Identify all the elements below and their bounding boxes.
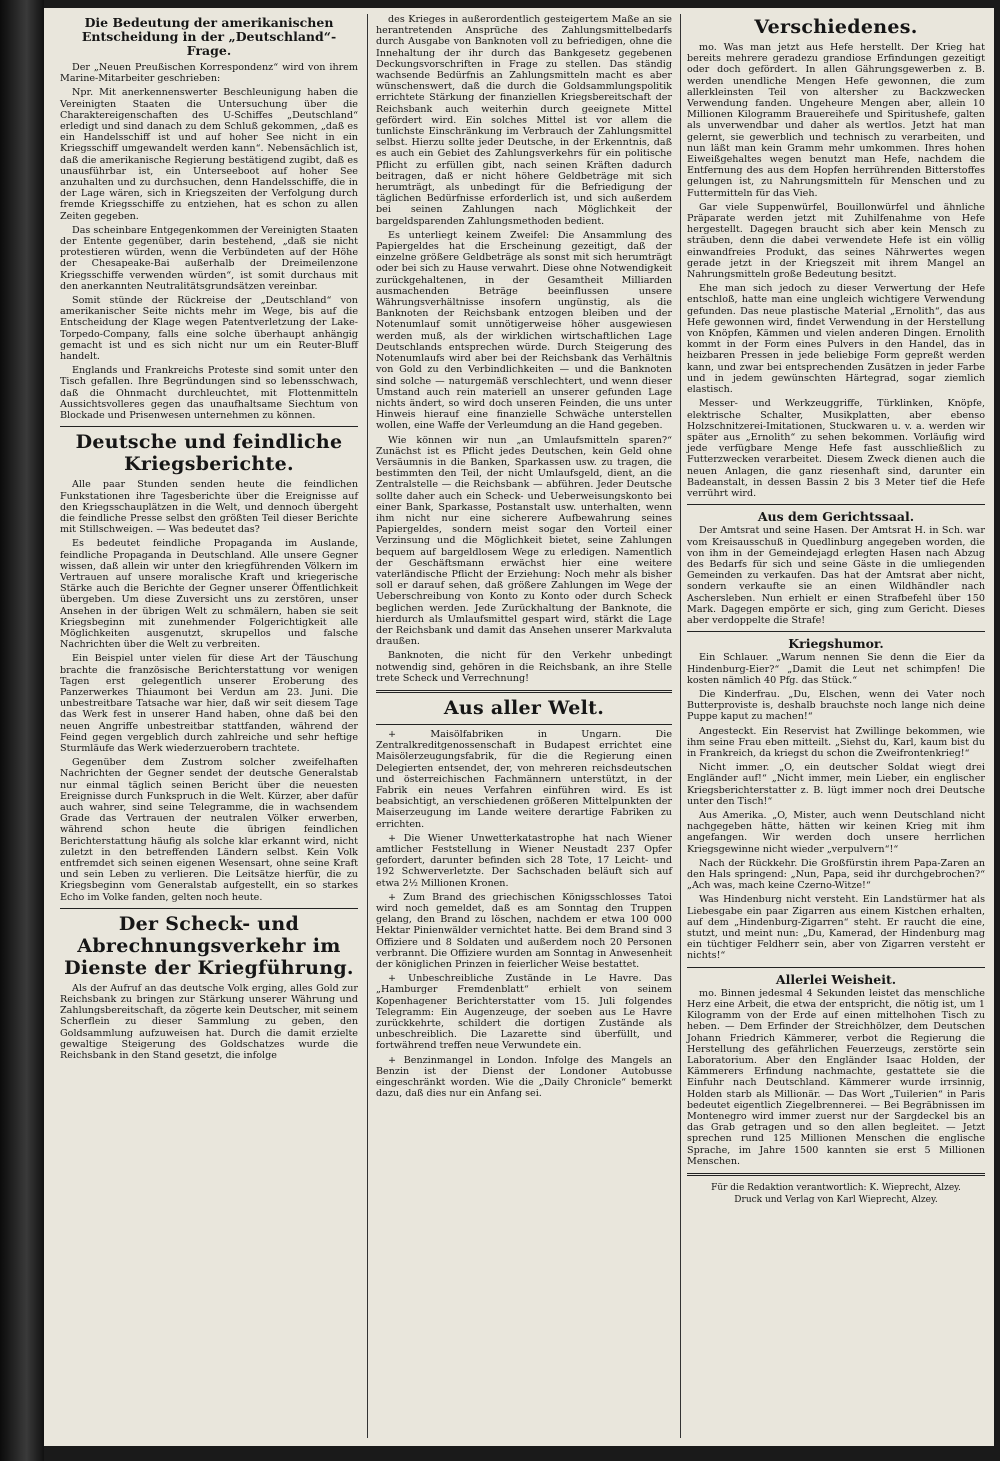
paragraph: Somit stünde der Rückreise der „Deutschland“ von amerikanischer Seite nichts mehr im Wege, bis auf die Entscheidung der Klage wegen Patentverletzung der Lake-Torpedo-Company, falls eine solche überhaupt anhängig gemacht ist und es sich nicht nur um ein Reuter-Bluff handelt.: [60, 295, 358, 363]
column-3: [687, 14, 985, 1206]
column-divider: [367, 14, 368, 1438]
column-divider: [680, 14, 681, 1438]
paragraph: Nach der Rückkehr. Die Großfürstin ihrem Papa-Zaren an den Hals springend: „Nun, Papa, seid ihr durchgebrochen?“ „Ach was, mach keine Czerno-Witze!“: [687, 857, 985, 892]
paragraph: Es unterliegt keinem Zweifel: Die Ansammlung des Papiergeldes hat die Erscheinung gezeitigt, daß der einzelne größere Geldbeträge als sonst mit sich herumträgt oder bei sich zu Hause verwahrt. Diese ohne Notwendigkeit zurückgehaltenen, in der Gesamtheit Milliarden ausmachenden Beträge beeinflussen unsere Währungsverhältnisse insofern ungünstig, als die Banknoten der Reichsbank entzogen bleiben und der Notenumlauf somit unnötigerweise höher ausgewiesen werden muß, als der wirklichen wirtschaftlichen Lage Deutschlands entsprechen würde. Durch Steigerung des Notenumlaufs wird aber bei der Reichsbank das Verhältnis von Gold zu den Verbindlichkeiten — und die Banknoten sind solche — naturgemäß verschlechtert, und wenn dieser Umstand auch rein materiell an unserer gefunden Lage nichts ändert, so wird doch unseren Feinden, die uns unter Hinweis hierauf eine finanzielle Schwäche unterstellen wollen, eine Waffe der Verleumdung an die Hand gegeben.: [376, 229, 672, 432]
paragraph: Ehe man sich jedoch zu dieser Verwertung der Hefe entschloß, hatte man eine ungleich wichtigere Verwendung gefunden. Das neue plastische Material „Ernolith“, das aus Hefe gewonnen wird, findet Verwendung in der Herstellung von Knöpfen, Kämmen und vielen anderen Dingen. Ernolith kommt in der Form eines Pulvers in den Handel, das in heizbaren Pressen in jede beliebige Form gepreßt werden kann, und zwar bei entsprechenden Zusätzen in jeder Farbe und in jedem gewünschten Härtegrad, sogar ziemlich elastisch.: [687, 283, 985, 396]
paragraph: Ein Beispiel unter vielen für diese Art der Täuschung brachte die französische Berichterstattung vor wenigen Tagen erst gelegentlich unserer Eroberung des Panzerwerkes Thiaumont bei Verdun am 23. Juni. Die unbestreitbare Tatsache war hier, daß wir seit diesem Tage das Werk fest in unserer Hand haben, ohne daß bei den neuen Angriffe unbestreitbar stattfanden, während der Feind gegen vergeblich durch zahlreiche und sehr heftige Sturmläufe das Werk wiederzuerobern trachtete.: [60, 653, 358, 754]
paragraph: Der Amtsrat und seine Hasen. Der Amtsrat H. in Sch. war vom Kreisausschuß in Quedlinburg angegeben worden, die von ihm in der Gemeindejagd erlegten Hasen nach Abzug des Bedarfs für sich und seine Gäste in die umliegenden Gemeinden zu verkaufen. Das hat der Amtsrat aber nicht, sondern verkaufte sie an einen Wildhändler nach Aschersleben. Nun erhielt er einen Strafbefehl über 150 Mark. Dagegen empörte er sich, ging zum Gericht. Dieses aber verdoppelte die Strafe!: [687, 525, 985, 626]
paragraph: Wie können wir nun „an Umlaufsmitteln sparen?“ Zunächst ist es Pflicht jedes Deutschen, kein Geld ohne Versäumnis in die Banken, Sparkassen usw. zu tragen, die bestimmten den Teil, der nicht Umlaufsgeld, dient, an die Zentralstelle — die Reichsbank — abführen. Jeder Deutsche sollte daher auch ein Scheck- und Ueberweisungskonto bei einer Bank, Sparkasse, Postanstalt usw. unterhalten, wenn ihm nicht nur eine sicherere Aufbewahrung seines Papiergeldes, sondern meist sogar den Vorteil einer Verzinsung und die Möglichkeit bietet, seine Zahlungen bequem auf bargeldlosem Wege zu erledigen. Namentlich der Geschäftsmann erwächst hier eine weitere vaterländische Pflicht der Erziehung: Noch mehr als bisher soll er darauf sehen, daß größere Zahlungen im Wege der Ueberschreibung von Konto zu Konto oder durch Scheck beglichen werden. Jede Zurückhaltung der Banknote, die hierdurch als Umlaufsmittel gespart wird, stärkt die Lage der Reichsbank und damit das Ansehen unserer Markvaluta draußen.: [376, 434, 672, 648]
paragraph: Als der Aufruf an das deutsche Volk erging, alles Gold zur Reichsbank zu bringen zur Stärkung unserer Währung und Zahlungsbereitschaft, da zögerte kein Deutscher, mit seinem Scherflein zu dieser Sammlung zu geben, den Goldsammlung aufzuweisen hat. Durch die damit erzielte gewaltige Steigerung des Goldschatzes wurde die Reichsbank in den Stand gesetzt, die infolge: [60, 982, 358, 1062]
paragraph: Nicht immer. „O, ein deutscher Soldat wiegt drei Engländer auf!“ „Nicht immer, mein Lieber, ein englischer Kriegsberichterstatter z. B. lügt immer noch drei Deutsche unter den Tisch!“: [687, 762, 985, 807]
article-title: Aus aller Welt.: [443, 696, 605, 719]
article-title: Verschiedenes.: [754, 16, 918, 38]
paragraph: des Krieges in außerordentlich gesteigertem Maße an sie herantretenden Ansprüche des Zahlungsmittelbedarfs durch Ausgabe von Banknoten voll zu befriedigen, ohne die Innehaltung der ihr durch das Bankgesetz gegebenen Deckungsvorschriften in Frage zu stellen. Das ständig wachsende Bedürfnis an Zahlungsmitteln macht es aber wünschenswert, daß die durch die Goldsammlungspolitik errichtete Stärkung der finanziellen Kriegsbereitschaft der Reichsbank auch weiterhin durch geeignete Mittel gefördert wird. Ein solches Mittel ist vor allem die tunlichste Einschränkung im Verbrauch der Zahlungsmittel selbst. Hierzu sollte jeder Deutsche, in der Erkenntnis, daß es auch ein Gebiet des Zahlungsverkehrs für ein politische Pflicht zu erfüllen gibt, nach seinen Kräften dadurch beitragen, daß er nicht höhere Geldbeträge mit sich herumträgt, als unbedingt für die Befriedigung der täglichen Bedürfnisse erforderlich ist, und sich außerdem bei seinen Zahlungen nach Möglichkeit der bargeldsparenden Zahlungsmethoden bedient.: [376, 14, 672, 227]
article-title: Aus dem Gerichtssaal.: [757, 509, 915, 525]
news-item: + Benzinmangel in London. Infolge des Mangels an Benzin ist der Dienst der Londoner Autobusse eingeschränkt worden. Wie die „Daily Chronicle“ bemerkt dazu, daß dies nur ein Anfang sei.: [376, 1054, 672, 1100]
paragraph: Ein Schlauer. „Warum nennen Sie denn die Eier da Hindenburg-Eier?“ „Damit die Leut net schimpfen! Die kosten nämlich 40 Pfg. das Stück.“: [687, 652, 985, 686]
paragraph: Es bedeutet feindliche Propaganda im Auslande, feindliche Propaganda in Deutschland. Alle unsere Gegner wissen, daß allein wir unter den kriegführenden Völkern im Vertrauen auf unsere moralische Kraft und kriegerische Stärke auch die Berichte der Gegner unserer Öffentlichkeit übergeben. Um diese Zuversicht uns zu zerstören, unser Ansehen in der übrigen Welt zu schmälern, haben sie seit Kriegsbeginn mit zunehmender Folgerichtigkeit alle Möglichkeiten ausgenutzt, skrupellos und falsche Nachrichten über die Welt zu verbreiten.: [60, 538, 358, 651]
article-title: Die Bedeutung der amerikanischen Entscheidung in der „Deutschland“-Frage.: [81, 15, 337, 58]
book-binding-edge: [0, 0, 44, 1461]
news-item: + Maisölfabriken in Ungarn. Die Zentralkreditgenossenschaft in Budapest errichtet eine Maisölerzeugungsfabrik, für die die Regierung einen Delegierten entsendet, der, von mehreren reichsdeutschen und österreichischen Fachmännern unterstützt, in der Fabrik ein neues Verfahren einführen wird. Es ist beabsichtigt, an verschiedenen größeren Mittelpunkten der Maiserzeugung im Lande weitere derartige Fabriken zu errichten.: [376, 728, 672, 830]
imprint-editor: Für die Redaktion verantwortlich: K. Wieprecht, Alzey.: [711, 1183, 961, 1194]
paragraph: mo. Binnen jedesmal 4 Sekunden leistet das menschliche Herz eine Arbeit, die etwa der entspricht, die nötig ist, um 1 Kilogramm von der Erde auf einen mittelhohen Tisch zu heben. — Dem Erfinder der Streichhölzer, dem Deutschen Johann Friedrich Kämmerer, verbot die Regierung die Herstellung des gefährlichen Feuerzeugs, zerstörte sein Laboratorium. Aber den Engländer Isaac Holden, der Kämmerers Erfindung nachmachte, gestattete sie die Einfuhr nach Deutschland. Kämmerer wurde irrsinnig, Holden starb als Millionär. — Das Wort „Tuilerien“ in Paris bedeutet eigentlich Ziegelbrennerei. — Bei Begräbnissen im Montenegro wird immer zuerst nur der Sargdeckel bis an das Grab getragen und so den allen begleitet. — Jetzt sprechen rund 125 Millionen Menschen die englische Sprache, im Jahre 1500 kannten sie erst 5 Millionen Menschen.: [687, 987, 985, 1167]
imprint: [687, 1182, 985, 1206]
article-title: Kriegshumor.: [788, 636, 884, 652]
column-1: [60, 14, 358, 1064]
news-item: + Zum Brand des griechischen Königsschlosses Tatoi wird noch gemeldet, daß es am Sonntag den Truppen gelang, den Brand zu löschen, nachdem er etwa 100 000 Hektar Pinienwälder vernichtet hatte. Bei dem Brand sind 3 Offiziere und 8 Soldaten und außerdem noch 20 Personen verbrannt. Die Offiziere wurden am Sonntag in Anwesenheit der königlichen Prinzen in feierlicher Weise bestattet.: [376, 891, 672, 971]
column-2: [376, 14, 672, 1102]
article-title: Allerlei Weisheit.: [775, 971, 897, 987]
paragraph: Angesteckt. Ein Reservist hat Zwillinge bekommen, wie ihm seine Frau eben mitteilt. „Siehst du, Karl, kaum bist du in Frankreich, da kriegst du schon die Zweifrontenkrieg!“: [687, 725, 985, 759]
paragraph: mo. Was man jetzt aus Hefe herstellt. Der Krieg hat bereits mehrere geradezu grandiose Erfindungen gezeitigt oder doch gefördert. In allen Gährungsgewerben z. B. werden unendliche Mengen Hefe gewonnen, die zum allerkleinsten Teil von altersher zu Backzwecken Verwendung fanden. Ungeheure Mengen aber, allein 10 Millionen Kilogramm Brauereihefe und Spiritushefe, galten als unverwendbar und daher als wertlos. Jetzt hat man gelernt, sie gewerblich und technisch zu verarbeiten, und nun läßt man kein Gramm mehr umkommen. Ihres hohen Eiweißgehaltes wegen benutzt man Hefe, nachdem die Entfernung des aus dem Hopfen herrührenden Bitterstoffes gelungen ist, zu Nahrungsmitteln für Menschen und zu Futtermitteln für das Vieh.: [687, 42, 985, 199]
paragraph: Die Kinderfrau. „Du, Elschen, wenn dei Vater noch Butterproviste is, deshalb brauchste noch lange nich deine Puppe kaput zu machen!“: [687, 688, 985, 723]
paragraph: Der „Neuen Preußischen Korrespondenz“ wird von ihrem Marine-Mitarbeiter geschrieben:: [60, 62, 358, 85]
newspaper-page: [44, 8, 994, 1446]
paragraph: Aus Amerika. „O, Mister, auch wenn Deutschland nicht nachgegeben hätte, hätten wir keinen Krieg mit ihm angefangen. Wir werden doch unsere herrlichen Kriegsgewinne nicht wieder „verpulvern“!“: [687, 810, 985, 855]
paragraph: Das scheinbare Entgegenkommen der Vereinigten Staaten der Entente gegenüber, darin bestehend, „daß sie nicht protestieren würden, wenn die Verbündeten auf der Höhe der Chesapeake-Bai außerhalb der Dreimeilenzone Kriegsschiffe verwenden würden“, ist somit durchaus mit den anerkannten Neutralitätsgrundsätzen vereinbar.: [60, 224, 358, 292]
paragraph: Alle paar Stunden senden heute die feindlichen Funkstationen ihre Tagesberichte über die Ereignisse auf den Kriegsschauplätzen in die Welt, und dennoch übergeht die feindliche Presse selbst den größten Teil dieser Berichte mit Stillschweigen. — Was bedeutet das?: [60, 479, 358, 536]
paragraph: Gegenüber dem Zustrom solcher zweifelhaften Nachrichten der Gegner sendet der deutsche Generalstab nur einmal täglich seinen Bericht über die neuesten Ereignisse durch Funkspruch in die Welt. Kürzer, aber dafür auch wahrer, sind seine Telegramme, die in wachsendem Grade das Vertrauen der neutralen Völker erwerben, während schon heute die übrigen feindlichen Berichterstattung häufig als solche klar erkannt wird, nicht zuletzt in den betreffenden Ländern selbst. Kein Volk entfremdet sich seinen eigenen Wesensart, ohne seine Kraft und sein Leben zu verlieren. Die Leitsätze hierfür, die zu Kriegsbeginn vom Generalstab aufgestellt, ein so starkes Echo im Volke fanden, gelten noch heute.: [60, 757, 358, 903]
news-item: + Unbeschreibliche Zustände in Le Havre. Das „Hamburger Fremdenblatt“ erhielt von seinem Kopenhagener Berichterstatter vom 15. Juli folgendes Telegramm: Ein Augenzeuge, der soeben aus Le Havre zurückkehrte, schildert die dortigen Zustände als unbeschreiblich. Die Lazarette sind überfüllt, und fortwährend treffen neue Verwundete ein.: [376, 973, 672, 1052]
imprint-publisher: Druck und Verlag von Karl Wieprecht, Alzey.: [734, 1195, 938, 1206]
paragraph: Messer- und Werkzeuggriffe, Türklinken, Knöpfe, elektrische Schalter, Musikplatten, aber ebenso Holzschnitzerei-Imitationen, Stuckwaren u. v. a. werden wir später aus „Ernolith“ zu sehen bekommen. Vorläufig wird jede verfügbare Menge Hefe fast ausschließlich zu Futterzwecken verarbeitet. Diesem Zweck dienen auch die neuen Anlagen, die ganz riesenhaft sind, darunter ein Badeanstalt, in dessen Bassin 2 bis 3 Meter tief die Hefe verrührt wird.: [687, 398, 985, 499]
paragraph: Englands und Frankreichs Proteste sind somit unter den Tisch gefallen. Ihre Begründungen sind so lebensschwach, daß die Ohnmacht durchleuchtet, mit Flottenmitteln Aussichtsvolleres gegen das unaufhaltsame Siechtum von Blockade und Prisenwesen unternehmen zu können.: [60, 365, 358, 422]
paragraph: Was Hindenburg nicht versteht. Ein Landstürmer hat als Liebesgabe ein paar Zigarren aus einem Kistchen erhalten, auf dem „Hindenburg-Zigarren“ steht. Er raucht die eine, stutzt, und meint nun: „Du, Kamerad, der Hindenburg mag ein tüchtiger Feldherr sein, aber von Zigarren versteht er nichts!“: [687, 894, 985, 962]
paragraph: Npr. Mit anerkennenswerter Beschleunigung haben die Vereinigten Staaten die Untersuchung über die Charaktereigenschaften des U-Schiffes „Deutschland“ erledigt und sind danach zu dem Schluß gekommen, „daß es ein Handelsschiff ist und auf hoher See nicht in ein Kriegsschiff umgewandelt werden kann“. Nebensächlich ist, daß die amerikanische Regierung bestätigend zugibt, daß es unausführbar ist, ein Unterseeboot auf hoher See anzuhalten und zu durchsuchen, denn Handelsschiffe, die in der Lage wären, sich in Kriegszeiten der Verfolgung durch fremde Kriegsschiffe zu entziehen, hat es schon zu allen Zeiten gegeben.: [60, 87, 358, 222]
paragraph: Banknoten, die nicht für den Verkehr unbedingt notwendig sind, gehören in die Reichsbank, an ihre Stelle trete Scheck und Verrechnung!: [376, 650, 672, 684]
news-item: + Die Wiener Unwetterkatastrophe hat nach Wiener amtlicher Feststellung in Wiener Neustadt 237 Opfer gefordert, darunter befinden sich 28 Tote, 17 Leicht- und 192 Schwerverletzte. Der Sachschaden beläuft sich auf etwa 2½ Millionen Kronen.: [376, 832, 672, 889]
paragraph: Gar viele Suppenwürfel, Bouillonwürfel und ähnliche Präparate werden jetzt mit Zuhilfenahme von Hefe hergestellt. Dagegen braucht sich aber kein Mensch zu sträuben, denn die dabei verwendete Hefe ist ein völlig einwandfreies Produkt, das seines Nährwertes wegen gerade jetzt in der Kriegszeit mit ihrem Mangel an Nahrungsmitteln große Bedeutung besitzt.: [687, 201, 985, 281]
article-title: Der Scheck- und Abrechnungsverkehr im Dienste der Kriegführung.: [64, 912, 354, 979]
article-title: Deutsche und feindliche Kriegsberichte.: [75, 431, 343, 476]
